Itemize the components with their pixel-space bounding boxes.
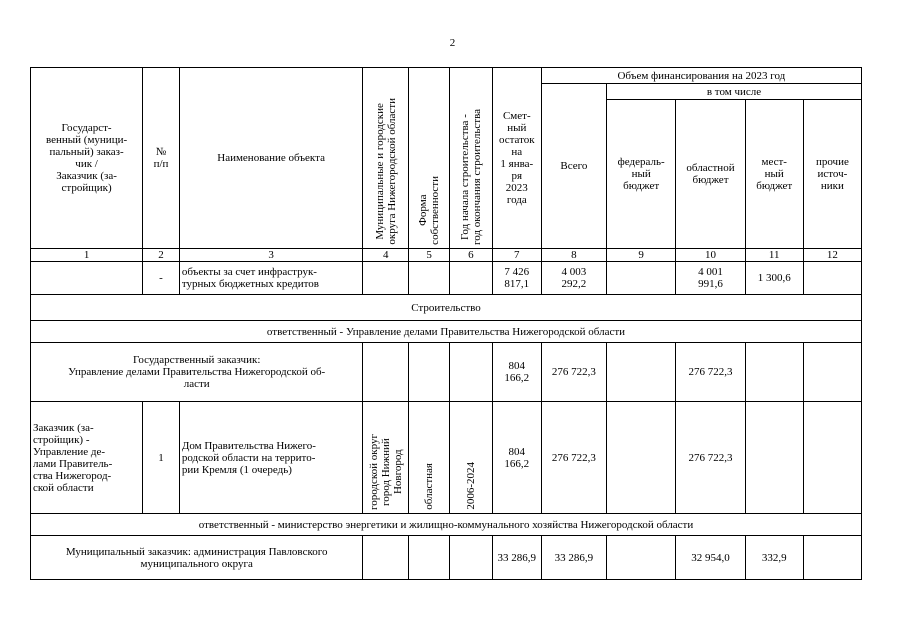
cell-empty [607,536,676,580]
customer-cell: Заказчик (за- стройщик) - Управление де- лами Правитель- ства Нижегород- ской области [31,402,143,514]
cell-empty [803,262,861,295]
section-responsible: ответственный - Управление делами Правительства Нижегородской области [31,321,862,343]
cell-empty [363,536,409,580]
header-federal: федераль- ный бюджет [607,100,676,249]
header-local: мест- ный бюджет [745,100,803,249]
cell-empty [363,262,409,295]
ownership-cell: областная [409,402,450,514]
col-number: 8 [541,249,606,262]
header-including-group: в том числе [607,84,862,100]
col-number: 3 [179,249,363,262]
row-number: 1 [143,402,180,514]
cell-empty [450,262,493,295]
cell-empty [803,402,861,514]
cell-empty [31,262,143,295]
header-object-name: Наименование объекта [179,68,363,249]
cell-empty [745,343,803,402]
regional-value: 32 954,0 [676,536,745,580]
total-value: 276 722,3 [541,343,606,402]
local-value: 332,9 [745,536,803,580]
table-row [31,402,862,514]
col-number: 11 [745,249,803,262]
table-row [31,343,862,402]
col-number: 7 [492,249,541,262]
customer-label: Муниципальный заказчик: администрация Павловского муниципального округа [31,536,363,580]
col-number: 6 [450,249,493,262]
regional-value: 276 722,3 [676,343,745,402]
page-number: 2 [449,37,456,49]
col-number: 12 [803,249,861,262]
cell-empty [409,262,450,295]
row-number: - [143,262,180,295]
column-number-row [31,249,862,262]
cell-empty [803,536,861,580]
cell-empty [745,402,803,514]
customer-label: Государственный заказчик: Управление делами Правительства Нижегородской об- ласти [31,343,363,402]
total-value: 33 286,9 [541,536,606,580]
years-cell: 2006-2024 [450,402,493,514]
cell-empty [607,402,676,514]
col-number: 1 [31,249,143,262]
table-row [31,536,862,580]
total-value: 276 722,3 [541,402,606,514]
section-title: Строительство [31,295,862,321]
header-years: Год начала строительства - год окончания строительства [450,68,493,249]
estimate-value: 804 166,2 [492,343,541,402]
header-estimate: Смет- ный остаток на 1 янва- ря 2023 года [492,68,541,249]
cell-empty [803,343,861,402]
cell-empty [409,536,450,580]
table-row [31,262,862,295]
total-value: 4 003 292,2 [541,262,606,295]
header-total: Всего [541,84,606,249]
header-ownership: Форма собственности [409,68,450,249]
header-number: № п/п [143,68,180,249]
cell-empty [409,343,450,402]
cell-empty [450,536,493,580]
cell-empty [363,343,409,402]
header-funding-group: Объем финансирования на 2023 год [541,68,861,84]
estimate-value: 804 166,2 [492,402,541,514]
cell-empty [607,262,676,295]
object-name: Дом Правительства Нижего- родской области на террито- рии Кремля (1 очередь) [179,402,363,514]
col-number: 4 [363,249,409,262]
header-customer: Государст- венный (муници- пальный) заказ- чик / Заказчик (за- стройщик) [31,68,143,249]
regional-value: 4 001 991,6 [676,262,745,295]
col-number: 10 [676,249,745,262]
col-number: 5 [409,249,450,262]
section-responsible: ответственный - министерство энергетики и жилищно-коммунального хозяйства Нижегородской области [31,514,862,536]
estimate-value: 7 426 817,1 [492,262,541,295]
local-value: 1 300,6 [745,262,803,295]
estimate-value: 33 286,9 [492,536,541,580]
header-other: прочие источ- ники [803,100,861,249]
financing-table [30,67,862,580]
header-regional: областной бюджет [676,100,745,249]
regional-value: 276 722,3 [676,402,745,514]
cell-empty [607,343,676,402]
col-number: 2 [143,249,180,262]
object-name: объекты за счет инфраструк- турных бюджетных кредитов [179,262,363,295]
header-district: Муниципальные и городские округа Нижегородской области [363,68,409,249]
cell-empty [450,343,493,402]
col-number: 9 [607,249,676,262]
district-cell: городской округ город Нижний Новгород [363,402,409,514]
